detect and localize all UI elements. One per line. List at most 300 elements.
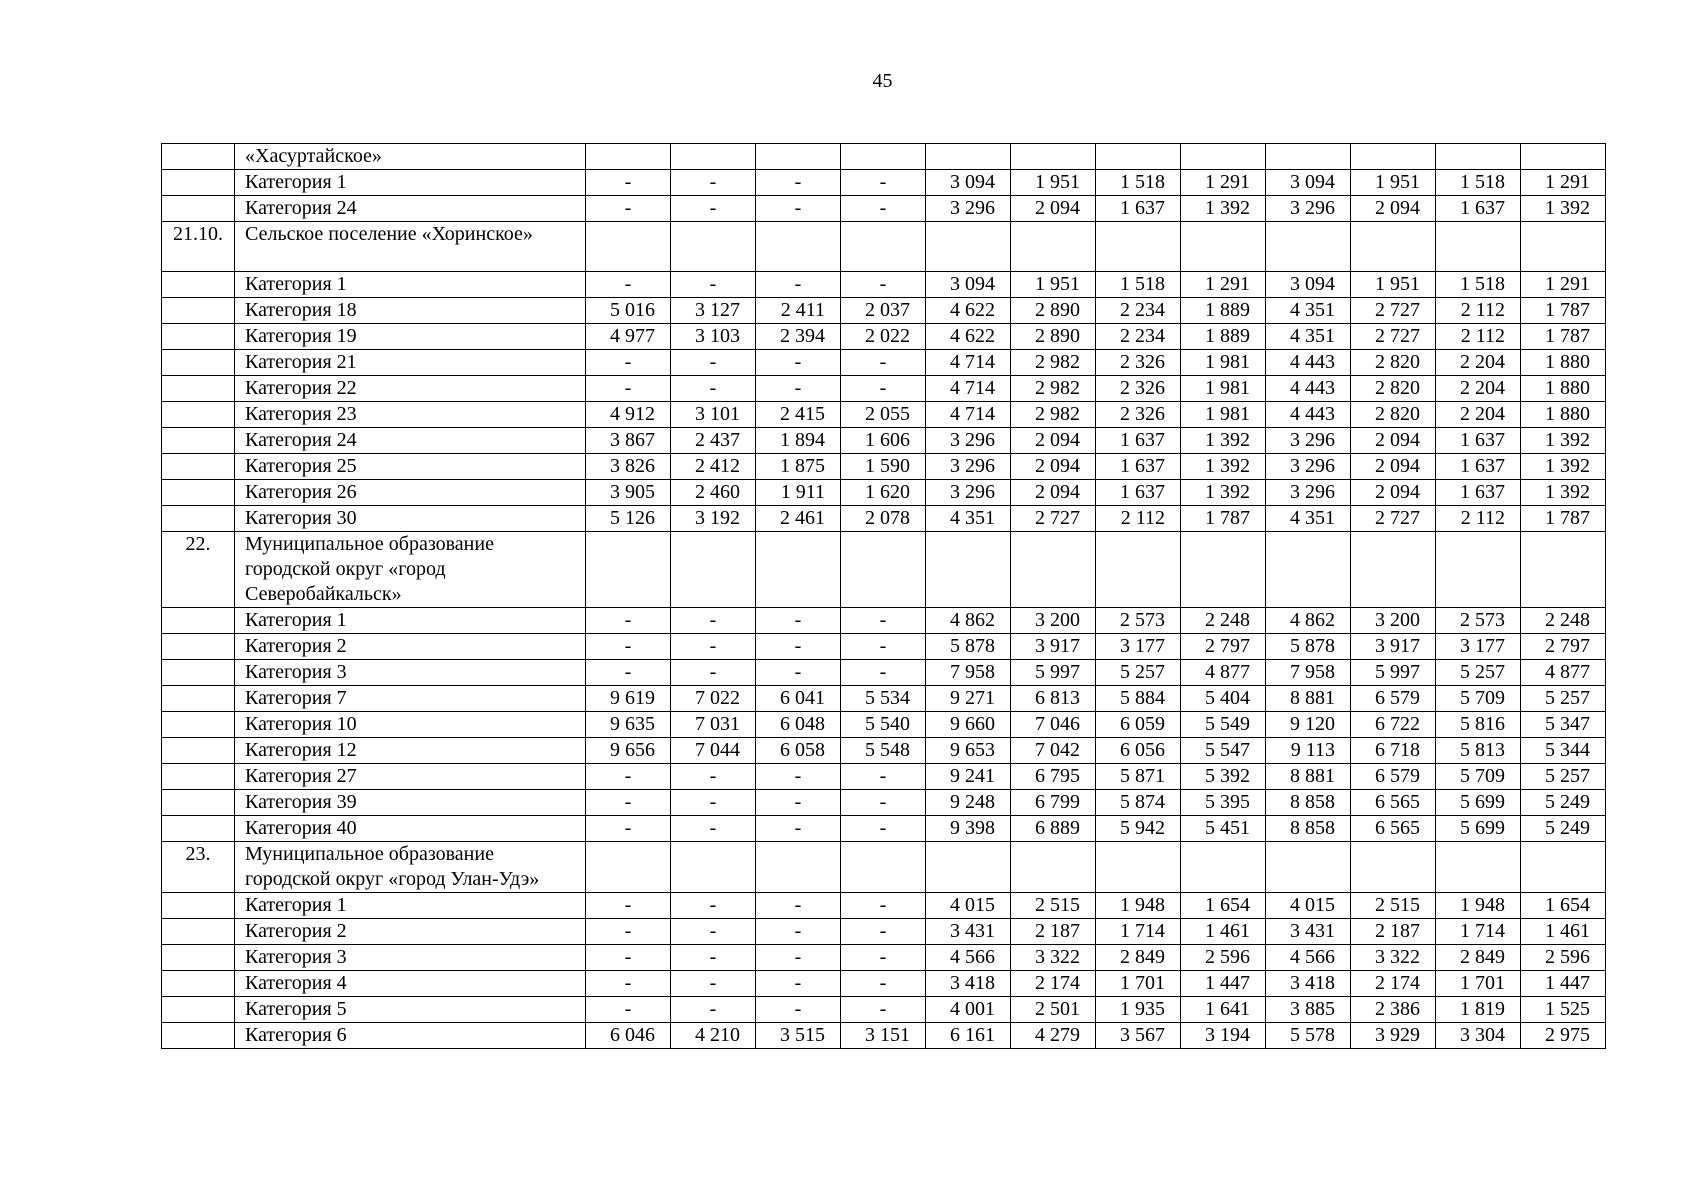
row-number-cell xyxy=(162,506,235,532)
value-cell: - xyxy=(586,997,671,1023)
value-cell: 1 637 xyxy=(1436,454,1521,480)
value-cell: - xyxy=(756,919,841,945)
value-cell xyxy=(1351,532,1436,608)
category-name-cell: Категория 1 xyxy=(235,272,586,298)
row-number-cell xyxy=(162,428,235,454)
value-cell: - xyxy=(671,376,756,402)
value-cell: - xyxy=(586,919,671,945)
value-cell: - xyxy=(841,634,926,660)
value-cell: 2 094 xyxy=(1351,480,1436,506)
value-cell: 2 094 xyxy=(1351,428,1436,454)
value-cell xyxy=(1521,144,1606,170)
value-cell: 5 871 xyxy=(1096,764,1181,790)
value-cell: 1 291 xyxy=(1521,272,1606,298)
table-row xyxy=(162,997,1606,1023)
value-cell: 2 797 xyxy=(1181,634,1266,660)
value-cell: 6 718 xyxy=(1351,738,1436,764)
category-name-cell: Категория 18 xyxy=(235,298,586,324)
value-cell: 2 326 xyxy=(1096,376,1181,402)
value-cell: 1 654 xyxy=(1181,893,1266,919)
value-cell: 9 271 xyxy=(926,686,1011,712)
value-cell: - xyxy=(671,997,756,1023)
value-cell: - xyxy=(586,196,671,222)
value-cell: 4 210 xyxy=(671,1023,756,1049)
value-cell: - xyxy=(756,634,841,660)
row-number-cell xyxy=(162,634,235,660)
value-cell: 5 344 xyxy=(1521,738,1606,764)
value-cell: 8 858 xyxy=(1266,790,1351,816)
value-cell: - xyxy=(671,893,756,919)
category-name-cell: Категория 21 xyxy=(235,350,586,376)
value-cell: - xyxy=(586,272,671,298)
value-cell: - xyxy=(671,608,756,634)
row-number-cell xyxy=(162,454,235,480)
value-cell: 2 204 xyxy=(1436,402,1521,428)
category-name-cell: Категория 39 xyxy=(235,790,586,816)
value-cell xyxy=(586,532,671,608)
category-name-cell: Категория 6 xyxy=(235,1023,586,1049)
value-cell: 6 579 xyxy=(1351,764,1436,790)
value-cell: - xyxy=(671,350,756,376)
value-cell: 7 958 xyxy=(1266,660,1351,686)
value-cell: 4 862 xyxy=(926,608,1011,634)
category-name-cell: Категория 25 xyxy=(235,454,586,480)
value-cell: 9 656 xyxy=(586,738,671,764)
row-number-cell xyxy=(162,298,235,324)
value-cell: 4 862 xyxy=(1266,608,1351,634)
value-cell: - xyxy=(586,945,671,971)
value-cell: 1 951 xyxy=(1351,170,1436,196)
value-cell: 2 326 xyxy=(1096,350,1181,376)
value-cell: 3 094 xyxy=(1266,170,1351,196)
value-cell: 6 579 xyxy=(1351,686,1436,712)
value-cell: 1 819 xyxy=(1436,997,1521,1023)
value-cell: 3 917 xyxy=(1011,634,1096,660)
value-cell: 2 415 xyxy=(756,402,841,428)
value-cell: - xyxy=(671,764,756,790)
category-name-cell: Категория 1 xyxy=(235,893,586,919)
value-cell: 4 279 xyxy=(1011,1023,1096,1049)
value-cell: - xyxy=(586,634,671,660)
value-cell: 2 820 xyxy=(1351,376,1436,402)
category-name-cell: Категория 23 xyxy=(235,402,586,428)
value-cell: 7 022 xyxy=(671,686,756,712)
value-cell xyxy=(671,222,756,272)
value-cell xyxy=(756,532,841,608)
value-cell: - xyxy=(586,893,671,919)
value-cell: 2 849 xyxy=(1096,945,1181,971)
value-cell: 2 515 xyxy=(1351,893,1436,919)
value-cell: 4 714 xyxy=(926,350,1011,376)
value-cell: 3 151 xyxy=(841,1023,926,1049)
value-cell: 1 525 xyxy=(1521,997,1606,1023)
category-name-cell: Категория 22 xyxy=(235,376,586,402)
value-cell: - xyxy=(756,893,841,919)
value-cell xyxy=(926,532,1011,608)
value-cell xyxy=(1521,532,1606,608)
value-cell: 1 518 xyxy=(1436,170,1521,196)
category-name-cell: Категория 40 xyxy=(235,816,586,842)
value-cell xyxy=(756,842,841,893)
value-cell: 5 578 xyxy=(1266,1023,1351,1049)
value-cell: 1 291 xyxy=(1521,170,1606,196)
value-cell: 2 112 xyxy=(1436,506,1521,532)
value-cell: - xyxy=(756,272,841,298)
value-cell: - xyxy=(841,660,926,686)
value-cell: 1 447 xyxy=(1521,971,1606,997)
value-cell: 1 590 xyxy=(841,454,926,480)
table-row xyxy=(162,272,1606,298)
page-number: 45 xyxy=(872,70,893,92)
value-cell: 9 660 xyxy=(926,712,1011,738)
value-cell: - xyxy=(756,376,841,402)
value-cell: 1 714 xyxy=(1096,919,1181,945)
value-cell: 3 418 xyxy=(1266,971,1351,997)
value-cell: 2 174 xyxy=(1011,971,1096,997)
table-row xyxy=(162,454,1606,480)
value-cell: 8 881 xyxy=(1266,764,1351,790)
table-row xyxy=(162,686,1606,712)
value-cell: 2 890 xyxy=(1011,324,1096,350)
value-cell xyxy=(1266,144,1351,170)
value-cell: 3 515 xyxy=(756,1023,841,1049)
value-cell: 4 351 xyxy=(1266,324,1351,350)
value-cell xyxy=(1521,222,1606,272)
value-cell: 2 411 xyxy=(756,298,841,324)
value-cell: 5 699 xyxy=(1436,790,1521,816)
value-cell: 2 187 xyxy=(1011,919,1096,945)
value-cell: 1 392 xyxy=(1521,454,1606,480)
value-cell: 2 326 xyxy=(1096,402,1181,428)
value-cell: - xyxy=(671,919,756,945)
value-cell: - xyxy=(586,660,671,686)
value-cell: 2 501 xyxy=(1011,997,1096,1023)
table-row xyxy=(162,919,1606,945)
table-row xyxy=(162,971,1606,997)
value-cell: 3 296 xyxy=(1266,428,1351,454)
category-name-cell: Категория 1 xyxy=(235,170,586,196)
value-cell: 9 398 xyxy=(926,816,1011,842)
value-cell: 1 880 xyxy=(1521,376,1606,402)
category-name-cell: Категория 30 xyxy=(235,506,586,532)
value-cell xyxy=(671,532,756,608)
value-cell xyxy=(1351,842,1436,893)
value-cell: 4 877 xyxy=(1181,660,1266,686)
value-cell: 5 016 xyxy=(586,298,671,324)
value-cell xyxy=(1011,144,1096,170)
value-cell: 1 948 xyxy=(1096,893,1181,919)
municipality-name-cell: Сельское поселение «Хоринское» xyxy=(235,222,586,272)
value-cell: - xyxy=(586,790,671,816)
category-name-cell: Категория 5 xyxy=(235,997,586,1023)
value-cell: 3 885 xyxy=(1266,997,1351,1023)
value-cell: 3 177 xyxy=(1096,634,1181,660)
value-cell: 5 347 xyxy=(1521,712,1606,738)
category-name-cell: Категория 2 xyxy=(235,634,586,660)
value-cell: 2 982 xyxy=(1011,350,1096,376)
value-cell: - xyxy=(841,608,926,634)
value-cell: 1 637 xyxy=(1436,196,1521,222)
value-cell: 1 606 xyxy=(841,428,926,454)
value-cell xyxy=(586,222,671,272)
value-cell: 5 874 xyxy=(1096,790,1181,816)
value-cell: - xyxy=(756,764,841,790)
value-cell xyxy=(1011,842,1096,893)
value-cell: 6 799 xyxy=(1011,790,1096,816)
value-cell: 3 296 xyxy=(926,428,1011,454)
value-cell: 3 103 xyxy=(671,324,756,350)
value-cell: 5 699 xyxy=(1436,816,1521,842)
row-number-cell xyxy=(162,1023,235,1049)
value-cell: 1 392 xyxy=(1181,454,1266,480)
value-cell: 5 548 xyxy=(841,738,926,764)
value-cell: - xyxy=(841,764,926,790)
value-cell: 2 727 xyxy=(1351,324,1436,350)
value-cell xyxy=(1096,842,1181,893)
row-number-cell xyxy=(162,480,235,506)
row-number-cell xyxy=(162,919,235,945)
value-cell: 4 714 xyxy=(926,402,1011,428)
row-number-cell xyxy=(162,196,235,222)
value-cell: 5 549 xyxy=(1181,712,1266,738)
row-number-cell xyxy=(162,272,235,298)
value-cell: 2 437 xyxy=(671,428,756,454)
category-name-cell: Категория 4 xyxy=(235,971,586,997)
value-cell: 3 296 xyxy=(926,480,1011,506)
row-number-cell xyxy=(162,738,235,764)
table-row xyxy=(162,816,1606,842)
value-cell: 1 787 xyxy=(1521,298,1606,324)
row-number-cell xyxy=(162,324,235,350)
value-cell: 7 031 xyxy=(671,712,756,738)
value-cell: 5 997 xyxy=(1351,660,1436,686)
value-cell: 1 392 xyxy=(1181,480,1266,506)
category-name-cell: Категория 2 xyxy=(235,919,586,945)
value-cell: 9 241 xyxy=(926,764,1011,790)
value-cell: 1 701 xyxy=(1436,971,1521,997)
value-cell: 9 635 xyxy=(586,712,671,738)
value-cell: 3 917 xyxy=(1351,634,1436,660)
row-number-cell xyxy=(162,660,235,686)
value-cell: - xyxy=(756,608,841,634)
table-row xyxy=(162,376,1606,402)
value-cell: - xyxy=(671,196,756,222)
value-cell: 1 518 xyxy=(1096,170,1181,196)
value-cell: 1 447 xyxy=(1181,971,1266,997)
value-cell: 1 392 xyxy=(1181,428,1266,454)
value-cell: - xyxy=(756,945,841,971)
value-cell: 1 637 xyxy=(1436,480,1521,506)
value-cell: 5 884 xyxy=(1096,686,1181,712)
row-number-cell xyxy=(162,764,235,790)
value-cell: 2 094 xyxy=(1351,196,1436,222)
row-number-cell: 23. xyxy=(162,842,235,893)
value-cell: 2 112 xyxy=(1096,506,1181,532)
value-cell xyxy=(1266,842,1351,893)
value-cell: 5 257 xyxy=(1521,686,1606,712)
value-cell xyxy=(756,144,841,170)
value-cell: - xyxy=(841,971,926,997)
value-cell: 1 880 xyxy=(1521,402,1606,428)
value-cell: 1 981 xyxy=(1181,376,1266,402)
value-cell: - xyxy=(841,350,926,376)
value-cell: 1 392 xyxy=(1181,196,1266,222)
value-cell: 2 596 xyxy=(1521,945,1606,971)
value-cell: 4 443 xyxy=(1266,402,1351,428)
value-cell: 2 515 xyxy=(1011,893,1096,919)
value-cell xyxy=(1181,222,1266,272)
row-number-cell xyxy=(162,608,235,634)
value-cell: 4 443 xyxy=(1266,376,1351,402)
table-row xyxy=(162,660,1606,686)
value-cell: 3 101 xyxy=(671,402,756,428)
value-cell: 3 177 xyxy=(1436,634,1521,660)
value-cell: 1 948 xyxy=(1436,893,1521,919)
value-cell: 5 878 xyxy=(926,634,1011,660)
value-cell: 6 059 xyxy=(1096,712,1181,738)
value-cell: - xyxy=(841,790,926,816)
value-cell: 2 055 xyxy=(841,402,926,428)
table-row xyxy=(162,608,1606,634)
value-cell: 1 637 xyxy=(1096,480,1181,506)
value-cell: - xyxy=(586,350,671,376)
value-cell: - xyxy=(756,196,841,222)
value-cell: - xyxy=(841,272,926,298)
category-name-cell: Категория 27 xyxy=(235,764,586,790)
value-cell: 1 461 xyxy=(1521,919,1606,945)
value-cell: - xyxy=(671,170,756,196)
value-cell xyxy=(1096,144,1181,170)
value-cell: 3 200 xyxy=(1351,608,1436,634)
value-cell: 3 200 xyxy=(1011,608,1096,634)
value-cell: 1 787 xyxy=(1521,506,1606,532)
value-cell xyxy=(756,222,841,272)
table-row xyxy=(162,842,1606,893)
value-cell: - xyxy=(671,272,756,298)
value-cell: - xyxy=(586,816,671,842)
value-cell: 3 194 xyxy=(1181,1023,1266,1049)
value-cell: 2 386 xyxy=(1351,997,1436,1023)
value-cell: 4 566 xyxy=(1266,945,1351,971)
value-cell: 9 653 xyxy=(926,738,1011,764)
value-cell: - xyxy=(586,764,671,790)
value-cell: 1 637 xyxy=(1096,454,1181,480)
value-cell xyxy=(841,144,926,170)
value-cell: 1 518 xyxy=(1096,272,1181,298)
value-cell xyxy=(1436,532,1521,608)
value-cell: 3 322 xyxy=(1351,945,1436,971)
value-cell: 4 714 xyxy=(926,376,1011,402)
value-cell: 4 351 xyxy=(1266,506,1351,532)
value-cell: 2 573 xyxy=(1436,608,1521,634)
value-cell: - xyxy=(841,919,926,945)
value-cell: - xyxy=(841,997,926,1023)
value-cell: 1 935 xyxy=(1096,997,1181,1023)
table-row xyxy=(162,196,1606,222)
value-cell xyxy=(1266,532,1351,608)
value-cell: - xyxy=(756,816,841,842)
table-row xyxy=(162,222,1606,272)
value-cell: 1 951 xyxy=(1351,272,1436,298)
table-row xyxy=(162,764,1606,790)
value-cell: 2 094 xyxy=(1011,196,1096,222)
value-cell: 1 875 xyxy=(756,454,841,480)
value-cell: 2 394 xyxy=(756,324,841,350)
value-cell xyxy=(926,222,1011,272)
table-body xyxy=(162,144,1606,1049)
value-cell: - xyxy=(671,971,756,997)
value-cell: 1 951 xyxy=(1011,170,1096,196)
value-cell: 2 187 xyxy=(1351,919,1436,945)
value-cell: 2 596 xyxy=(1181,945,1266,971)
value-cell: 3 296 xyxy=(1266,196,1351,222)
value-cell xyxy=(1266,222,1351,272)
row-number-cell xyxy=(162,712,235,738)
value-cell: 6 813 xyxy=(1011,686,1096,712)
value-cell: 6 565 xyxy=(1351,790,1436,816)
value-cell: 5 816 xyxy=(1436,712,1521,738)
value-cell: 2 982 xyxy=(1011,376,1096,402)
value-cell: 2 727 xyxy=(1351,298,1436,324)
value-cell: 3 867 xyxy=(586,428,671,454)
value-cell: 5 534 xyxy=(841,686,926,712)
value-cell: 1 981 xyxy=(1181,350,1266,376)
value-cell: 5 257 xyxy=(1521,764,1606,790)
value-cell: 5 997 xyxy=(1011,660,1096,686)
value-cell xyxy=(671,144,756,170)
value-cell xyxy=(1436,222,1521,272)
value-cell: 6 795 xyxy=(1011,764,1096,790)
value-cell: - xyxy=(841,816,926,842)
value-cell: 9 248 xyxy=(926,790,1011,816)
value-cell: - xyxy=(756,170,841,196)
value-cell: - xyxy=(586,608,671,634)
value-cell xyxy=(1011,222,1096,272)
value-cell: - xyxy=(841,196,926,222)
table-row xyxy=(162,712,1606,738)
value-cell: 4 351 xyxy=(1266,298,1351,324)
category-name-cell: Категория 19 xyxy=(235,324,586,350)
category-name-cell: «Хасуртайское» xyxy=(235,144,586,170)
value-cell xyxy=(926,842,1011,893)
value-cell: 1 637 xyxy=(1096,428,1181,454)
value-cell: 1 654 xyxy=(1521,893,1606,919)
value-cell: 5 249 xyxy=(1521,790,1606,816)
value-cell: 7 958 xyxy=(926,660,1011,686)
category-name-cell: Категория 24 xyxy=(235,428,586,454)
value-cell: 2 094 xyxy=(1011,428,1096,454)
value-cell: 1 637 xyxy=(1436,428,1521,454)
value-cell: 4 877 xyxy=(1521,660,1606,686)
value-cell: 7 046 xyxy=(1011,712,1096,738)
value-cell: - xyxy=(586,170,671,196)
category-name-cell: Категория 7 xyxy=(235,686,586,712)
value-cell: 5 249 xyxy=(1521,816,1606,842)
value-cell: 2 248 xyxy=(1181,608,1266,634)
row-number-cell xyxy=(162,945,235,971)
value-cell: 6 058 xyxy=(756,738,841,764)
value-cell: 2 849 xyxy=(1436,945,1521,971)
value-cell: - xyxy=(841,945,926,971)
value-cell: 3 431 xyxy=(926,919,1011,945)
row-number-cell xyxy=(162,376,235,402)
table-row xyxy=(162,144,1606,170)
value-cell: 2 820 xyxy=(1351,350,1436,376)
value-cell xyxy=(1436,144,1521,170)
value-cell: 4 977 xyxy=(586,324,671,350)
value-cell xyxy=(586,144,671,170)
value-cell: - xyxy=(586,376,671,402)
